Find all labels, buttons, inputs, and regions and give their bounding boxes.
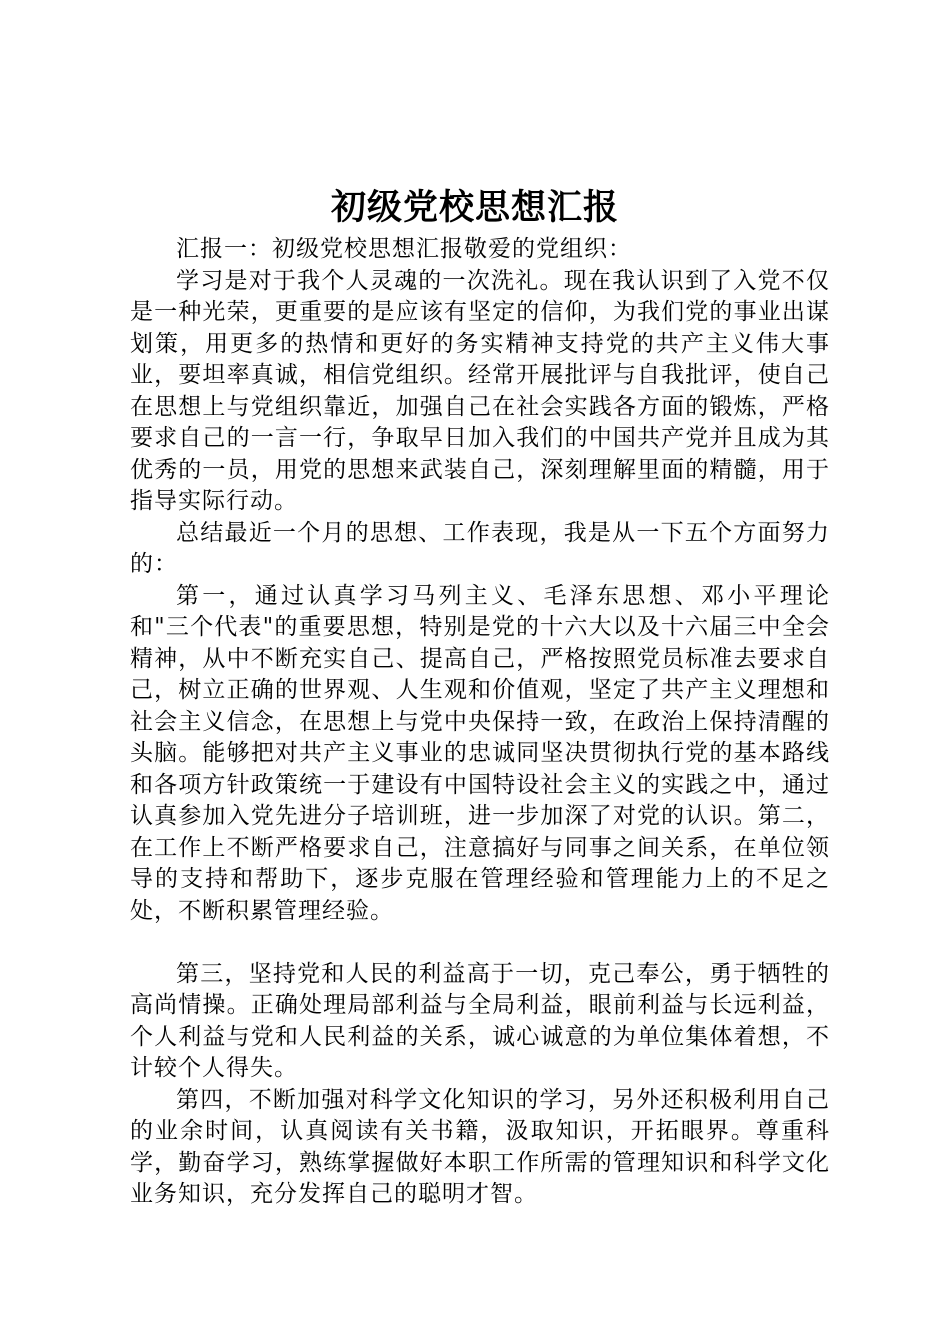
paragraph-study: 学习是对于我个人灵魂的一次洗礼。现在我认识到了入党不仅是一种光荣，更重要的是应该有坚定的信仰，为我们党的事业出谋划策，用更多的热情和更好的务实精神支持党的共产主义伟大事业，要坦率真诚，相信党组织。经常开展批评与自我批评，使自己在思想上与党组织靠近，加强自己在社会实践各方面的锻炼，严格要求自己的一言一行，争取早日加入我们的中国共产党并且成为其优秀的一员，用党的思想来武装自己，深刻理解里面的精髓，用于指导实际行动。 xyxy=(130,267,830,514)
paragraph-summary: 总结最近一个月的思想、工作表现，我是从一下五个方面努力的： xyxy=(130,519,830,577)
paragraph-fourth: 第四，不断加强对科学文化知识的学习，另外还积极利用自己的业余时间，认真阅读有关书籍，汲取知识，开拓眼界。尊重科学，勤奋学习，熟练掌握做好本职工作所需的管理知识和科学文化业务知识，充分发挥自己的聪明才智。 xyxy=(130,1086,830,1207)
paragraph-third: 第三，坚持党和人民的利益高于一切，克己奉公，勇于牺牲的高尚情操。正确处理局部利益与全局利益，眼前利益与长远利益，个人利益与党和人民利益的关系，诚心诚意的为单位集体着想，不计较个人得失。 xyxy=(130,960,830,1081)
paragraph-first-second: 第一，通过认真学习马列主义、毛泽东思想、邓小平理论和"三个代表"的重要思想，特别是党的十六大以及十六届三中全会精神，从中不断充实自己、提高自己，严格按照党员标准去要求自己，树立正确的世界观、人生观和价值观，坚定了共产主义理想和社会主义信念，在思想上与党中央保持一致，在政治上保持清醒的头脑。能够把对共产主义事业的忠诚同坚决贯彻执行党的基本路线和各项方针政策统一于建设有中国特设社会主义的实践之中，通过认真参加入党先进分子培训班，进一步加深了对党的认识。第二，在工作上不断严格要求自己，注意搞好与同事之间关系，在单位领导的支持和帮助下，逐步克服在管理经验和管理能力上的不足之处，不断积累管理经验。 xyxy=(130,582,830,924)
document-body xyxy=(130,234,830,1211)
paragraph-report-intro: 汇报一：初级党校思想汇报敬爱的党组织： xyxy=(176,236,632,262)
document-title: 初级党校思想汇报 xyxy=(330,187,619,228)
